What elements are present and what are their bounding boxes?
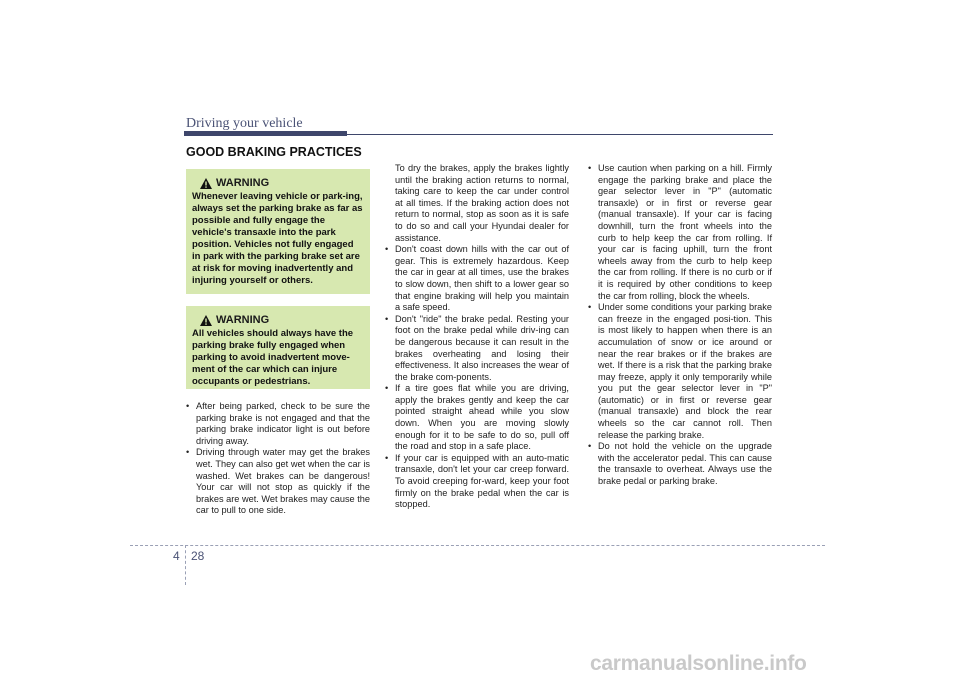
list-item: • Use caution when parking on a hill. Firmly engage the parking brake and place the gear selector lever in "P" (automatic transaxle) or in first or reverse gear (manual transaxle). If your car is facing downhill, turn the front wheels into the curb to help keep the car from rolling. If your car is facing uphill, turn the front wheels away from the curb to help keep the car from rolling. If there is no curb or if it is required by other conditions to keep the car from rolling, block the wheels. <box>588 163 772 302</box>
column-1-bullets <box>186 401 370 517</box>
list-item: • If a tire goes flat while you are driving, apply the brakes gently and keep the car pointed straight ahead while you slow down. When you are moving slowly enough for it to be safe to do so, pull off the road and stop in a safe place. <box>385 383 569 453</box>
section-heading: GOOD BRAKING PRACTICES <box>186 145 362 159</box>
footer-rule <box>130 545 825 546</box>
paragraph: To dry the brakes, apply the brakes lightly until the braking action returns to normal, taking care to keep the car under control at all times. If the braking action does not return to normal, stop as soon as it is safe to do so and call your Hyundai dealer for assistance. <box>395 163 569 243</box>
column-3 <box>588 163 772 488</box>
warning-text: All vehicles should always have the parking brake fully engaged when parking to avoid inadvertent move-ment of the car which can injure occupants or pedestrians. <box>192 328 354 387</box>
header-rule <box>347 134 773 135</box>
header-title: Driving your vehicle <box>186 116 303 131</box>
list-item: • After being parked, check to be sure the parking brake is not engaged and that the parking brake indicator light is out before driving away. <box>186 401 370 447</box>
column-2 <box>385 163 569 511</box>
warning-text: Whenever leaving vehicle or park-ing, always set the parking brake as far as possible and fully engage the vehicle's transaxle into the park position. Vehicles not fully engaged in park with the parking brake set are at risk for moving inadvertently and injuring yourself or others. <box>192 191 363 286</box>
warning-title: WARNING <box>200 314 364 326</box>
list-item: • Do not hold the vehicle on the upgrade with the accelerator pedal. This can cause the transaxle to overheat. Always use the brake pedal or parking brake. <box>588 441 772 487</box>
watermark: carmanualsonline.info <box>590 652 807 675</box>
list-item: • Don't "ride" the brake pedal. Resting your foot on the brake pedal while driv-ing can be dangerous because it can result in the brakes overheating and losing their effectiveness. It also increases the wear of the brake com-ponents. <box>385 314 569 384</box>
warning-triangle-icon <box>200 315 212 326</box>
footer-divider <box>185 545 186 585</box>
page-number: 28 <box>191 549 205 563</box>
warning-triangle-icon <box>200 178 212 189</box>
header-accent-bar <box>184 131 347 136</box>
warning-box-1 <box>186 169 370 294</box>
chapter-number: 4 <box>173 549 180 563</box>
list-item: • Under some conditions your parking brake can freeze in the engaged posi-tion. This is most likely to happen when there is an accumulation of snow or ice around or near the rear brakes or if the brakes are wet. If there is a risk that the parking brake may freeze, apply it only temporarily while you put the gear selector lever in "P" (automatic) or in first or reverse gear (manual transaxle) and block the rear wheels so the car cannot roll. Then release the parking brake. <box>588 302 772 441</box>
list-item: • Don't coast down hills with the car out of gear. This is extremely hazardous. Keep the car in gear at all times, use the brakes to slow down, then shift to a lower gear so that engine braking will help you maintain a safe speed. <box>385 244 569 314</box>
warning-box-2 <box>186 306 370 389</box>
list-item: • If your car is equipped with an auto-matic transaxle, don't let your car creep forward. To avoid creeping for-ward, keep your foot firmly on the brake pedal when the car is stopped. <box>385 453 569 511</box>
list-item: • Driving through water may get the brakes wet. They can also get wet when the car is washed. Wet brakes can be dangerous! Your car will not stop as quickly if the brakes are wet. Wet brakes may cause the car to pull to one side. <box>186 447 370 517</box>
warning-title: WARNING <box>200 177 364 189</box>
